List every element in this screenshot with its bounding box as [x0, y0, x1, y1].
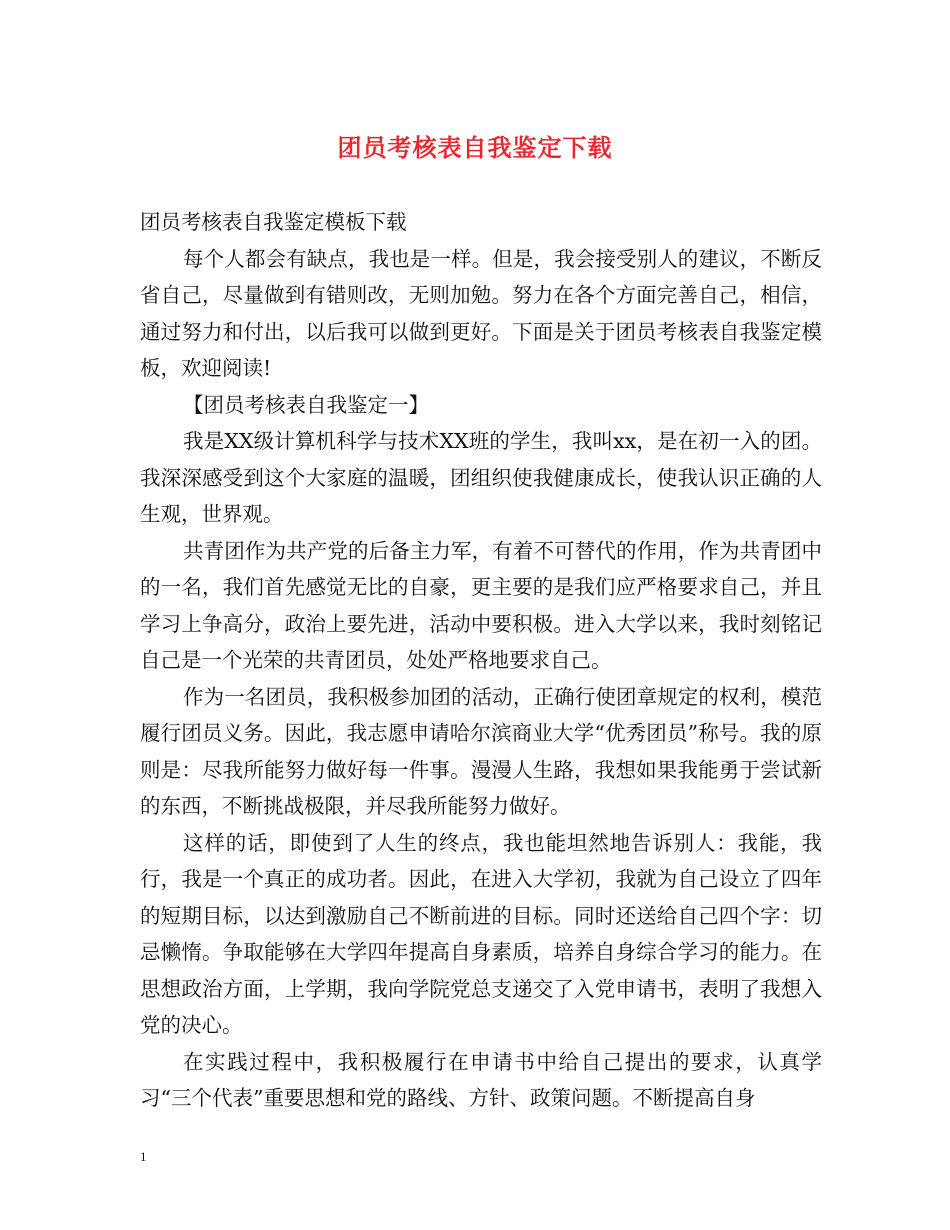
document-body	[140, 204, 822, 1117]
paragraph: 这样的话，即使到了人生的终点，我也能坦然地告诉别人：我能，我行，我是一个真正的成功者。因此，在进入大学初，我就为自己设立了四年的短期目标，以达到激励自己不断前进的目标。同时还送给自己四个字：切忌懒惰。争取能够在大学四年提高自身素质，培养自身综合学习的能力。在思想政治方面，上学期，我向学院党总支递交了入党申请书，表明了我想入党的决心。	[140, 830, 822, 1037]
paragraph: 在实践过程中，我积极履行在申请书中给自己提出的要求，认真学习“三个代表”重要思想和党的路线、方针、政策问题。不断提高自身	[140, 1049, 822, 1110]
paragraph: 我是XX级计算机科学与技术XX班的学生，我叫xx，是在初一入的团。我深深感受到这个大家庭的温暖，团组织使我健康成长，使我认识正确的人生观，世界观。	[140, 429, 822, 526]
section-heading: 【团员考核表自我鉴定一】	[183, 392, 430, 417]
document-title: 团员考核表自我鉴定下载	[337, 133, 613, 162]
paragraph: 作为一名团员，我积极参加团的活动，正确行使团章规定的权利，模范履行团员义务。因此，我志愿申请哈尔滨商业大学“优秀团员”称号。我的原则是：尽我所能努力做好每一件事。漫漫人生路，我想如果我能勇于尝试新的东西，不断挑战极限，并尽我所能努力做好。	[140, 684, 822, 818]
document-subtitle: 团员考核表自我鉴定模板下载	[140, 210, 407, 234]
page-number: 1	[140, 1149, 147, 1164]
paragraph: 每个人都会有缺点，我也是一样。但是，我会接受别人的建议，不断反省自己，尽量做到有错则改，无则加勉。努力在各个方面完善自己，相信，通过努力和付出，以后我可以做到更好。下面是关于团员考核表自我鉴定模板，欢迎阅读!	[140, 246, 822, 380]
paragraph: 共青团作为共产党的后备主力军，有着不可替代的作用，作为共青团中的一名，我们首先感觉无比的自豪，更主要的是我们应严格要求自己，并且学习上争高分，政治上要先进，活动中要积极。进入大学以来，我时刻铭记自己是一个光荣的共青团员，处处严格地要求自己。	[140, 538, 822, 672]
